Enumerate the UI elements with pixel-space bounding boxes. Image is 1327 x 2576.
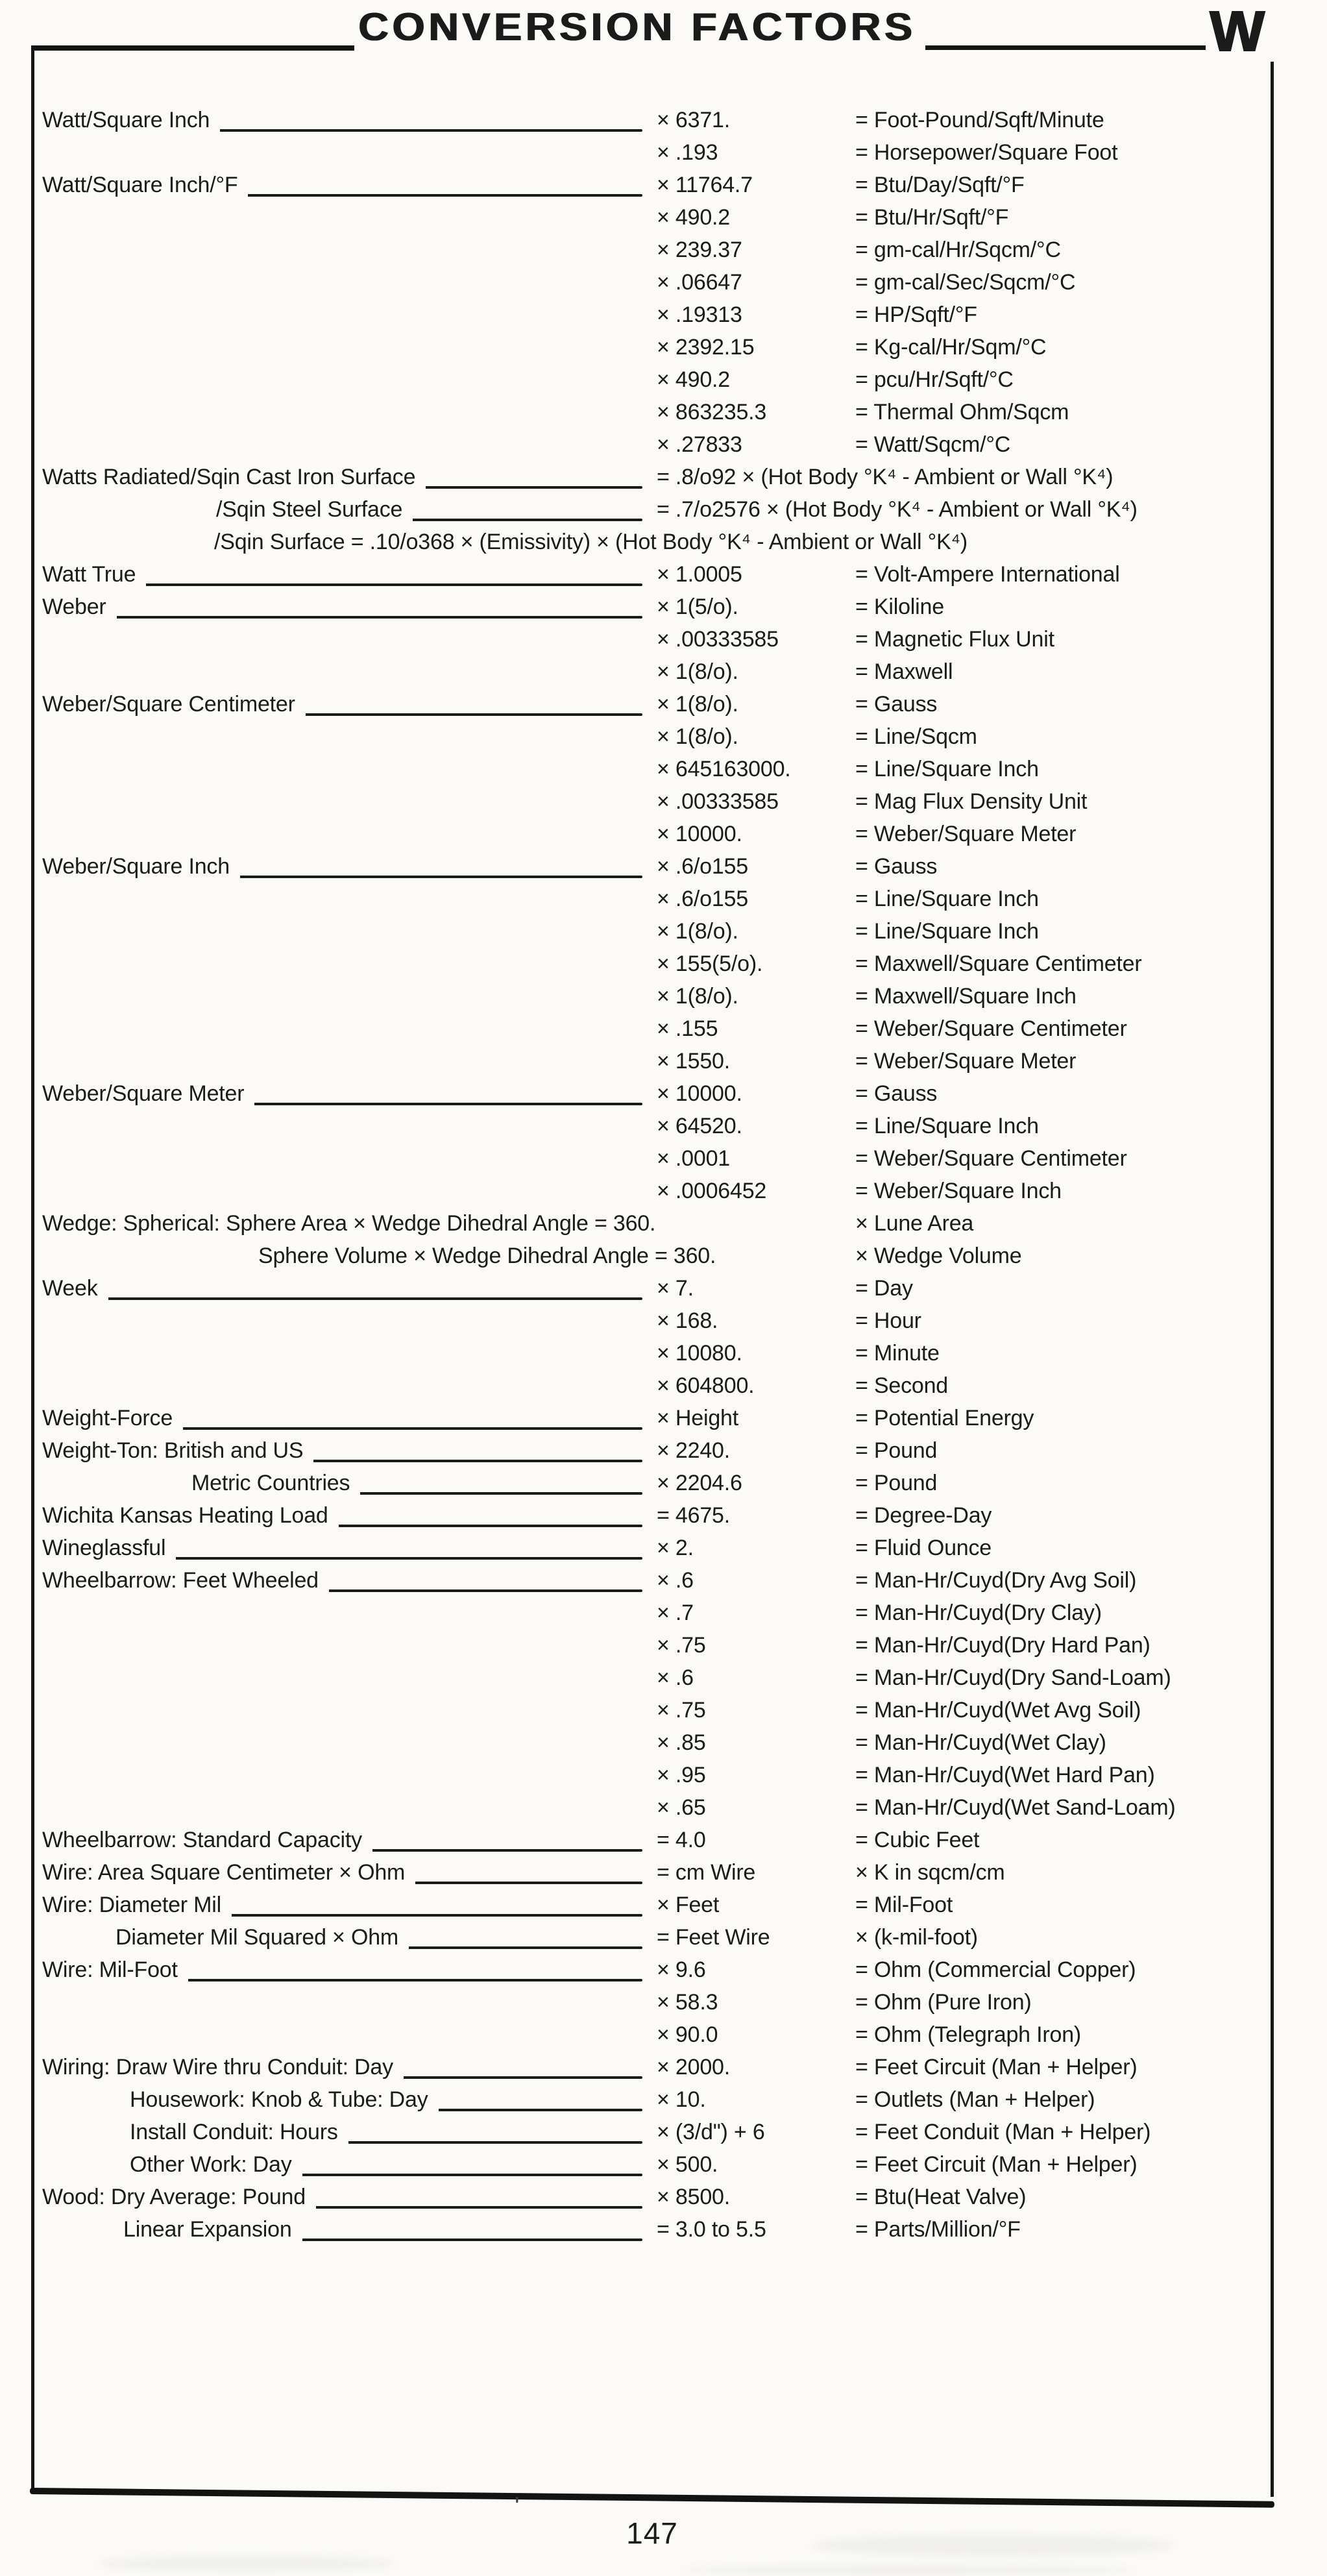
title-rule-right bbox=[925, 45, 1206, 50]
conversion-row bbox=[0, 656, 1327, 688]
result-value: = Weber/Square Inch bbox=[855, 1179, 1062, 1203]
factor-value: × .85 bbox=[657, 1730, 706, 1755]
result-value: = gm-cal/Sec/Sqcm/°C bbox=[855, 270, 1076, 295]
conversion-row bbox=[0, 526, 1327, 558]
conversion-row bbox=[0, 1272, 1327, 1305]
content-box-border-bottom bbox=[30, 2488, 1274, 2508]
factor-value: × 1(8/o). bbox=[657, 659, 738, 684]
factor-value: × 168. bbox=[657, 1308, 718, 1333]
factor-value: × .00333585 bbox=[657, 789, 779, 814]
result-value: = Weber/Square Meter bbox=[855, 822, 1077, 846]
conversion-row bbox=[0, 1012, 1327, 1045]
result-value: = Second bbox=[855, 1373, 949, 1398]
conversion-row bbox=[0, 1726, 1327, 1759]
result-value: = Maxwell/Square Inch bbox=[855, 984, 1077, 1009]
result-value: × K in sqcm/cm bbox=[855, 1860, 1005, 1885]
scan-smudge bbox=[681, 2565, 1136, 2575]
conversion-row bbox=[0, 1597, 1327, 1629]
factor-value: × .6/o155 bbox=[657, 854, 748, 879]
row-label: Wire: Mil-Foot bbox=[42, 1954, 188, 1986]
factor-value: × 10. bbox=[657, 2087, 706, 2112]
result-value: = Gauss bbox=[855, 1081, 938, 1106]
scan-tick-mark: ' bbox=[515, 2492, 520, 2521]
conversion-row bbox=[0, 850, 1327, 883]
conversion-row bbox=[0, 201, 1327, 234]
result-value: = Parts/Million/°F bbox=[855, 2217, 1021, 2242]
result-value: = Outlets (Man + Helper) bbox=[855, 2087, 1095, 2112]
factor-value: × 9.6 bbox=[657, 1957, 706, 1982]
row-label: Diameter Mil Squared × Ohm bbox=[116, 1921, 409, 1954]
row-label: Wheelbarrow: Feet Wheeled bbox=[42, 1564, 329, 1597]
conversion-row bbox=[0, 1564, 1327, 1597]
factor-value: × 11764.7 bbox=[657, 173, 753, 197]
result-value: = Btu/Hr/Sqft/°F bbox=[855, 205, 1009, 230]
conversion-row bbox=[0, 234, 1327, 266]
result-value: = Line/Square Inch bbox=[855, 1114, 1039, 1138]
conversion-row bbox=[0, 1856, 1327, 1889]
result-value: = Man-Hr/Cuyd(Dry Avg Soil) bbox=[855, 1568, 1137, 1593]
result-value: × Lune Area bbox=[855, 1211, 974, 1236]
factor-value: × .27833 bbox=[657, 432, 742, 457]
row-label: Wire: Diameter Mil bbox=[42, 1889, 232, 1921]
result-value: = gm-cal/Hr/Sqcm/°C bbox=[855, 238, 1061, 262]
conversion-row bbox=[0, 461, 1327, 493]
conversion-row bbox=[0, 2148, 1327, 2181]
factor-value: × .00333585 bbox=[657, 627, 779, 652]
factor-value: × 1(5/o). bbox=[657, 595, 738, 619]
conversion-row bbox=[0, 591, 1327, 623]
conversion-row bbox=[0, 104, 1327, 136]
row-label: Wineglassful bbox=[42, 1532, 176, 1564]
conversion-row bbox=[0, 915, 1327, 948]
result-value: = Pound bbox=[855, 1438, 938, 1463]
factor-value: × .6 bbox=[657, 1665, 694, 1690]
factor-value: × 2240. bbox=[657, 1438, 730, 1463]
factor-value: × .0006452 bbox=[657, 1179, 767, 1203]
conversion-row bbox=[0, 1207, 1327, 1240]
conversion-row bbox=[0, 1305, 1327, 1337]
conversion-row bbox=[0, 363, 1327, 396]
result-value: = Man-Hr/Cuyd(Wet Clay) bbox=[855, 1730, 1106, 1755]
factor-value: × 6371. bbox=[657, 108, 730, 132]
result-value: = pcu/Hr/Sqft/°C bbox=[855, 367, 1014, 392]
factor-value: × 2392.15 bbox=[657, 335, 755, 360]
row-label: Watt/Square Inch/°F bbox=[42, 169, 248, 201]
conversion-row bbox=[0, 299, 1327, 331]
factor-value: × 10080. bbox=[657, 1341, 742, 1366]
conversion-row bbox=[0, 883, 1327, 915]
result-value: = HP/Sqft/°F bbox=[855, 302, 977, 327]
factor-value: × .155 bbox=[657, 1016, 718, 1041]
conversion-row bbox=[0, 1499, 1327, 1532]
page-number: 147 bbox=[626, 2516, 678, 2550]
conversion-row bbox=[0, 2051, 1327, 2083]
result-value: = Btu/Day/Sqft/°F bbox=[855, 173, 1025, 197]
row-label: Install Conduit: Hours bbox=[130, 2116, 348, 2148]
result-value: = Magnetic Flux Unit bbox=[855, 627, 1054, 652]
factor-value: × Feet bbox=[657, 1893, 720, 1917]
conversion-row bbox=[0, 948, 1327, 980]
row-label: Watt True bbox=[42, 558, 146, 591]
factor-value: × .75 bbox=[657, 1698, 706, 1723]
factor-value: × 155(5/o). bbox=[657, 951, 763, 976]
result-value: = Man-Hr/Cuyd(Wet Avg Soil) bbox=[855, 1698, 1141, 1723]
conversion-row bbox=[0, 1694, 1327, 1726]
result-value: = Feet Conduit (Man + Helper) bbox=[855, 2120, 1151, 2144]
result-value: = Man-Hr/Cuyd(Dry Clay) bbox=[855, 1601, 1102, 1625]
row-label: Wedge: Spherical: Sphere Area × Wedge Dihedral Angle = 360. bbox=[42, 1207, 666, 1240]
factor-value: × 1(8/o). bbox=[657, 919, 738, 944]
conversion-row bbox=[0, 818, 1327, 850]
row-label: /Sqin Steel Surface bbox=[216, 493, 413, 526]
conversion-row bbox=[0, 2083, 1327, 2116]
result-value: = Gauss bbox=[855, 692, 938, 717]
result-value: = Man-Hr/Cuyd(Wet Hard Pan) bbox=[855, 1763, 1155, 1787]
result-value: = Cubic Feet bbox=[855, 1828, 980, 1852]
result-value: = Weber/Square Centimeter bbox=[855, 1146, 1127, 1171]
conversion-row bbox=[0, 1369, 1327, 1402]
result-value: = Line/Square Inch bbox=[855, 919, 1039, 944]
factor-value: × .0001 bbox=[657, 1146, 730, 1171]
result-value: = Feet Circuit (Man + Helper) bbox=[855, 2055, 1138, 2079]
conversion-row bbox=[0, 1791, 1327, 1824]
conversion-row bbox=[0, 2018, 1327, 2051]
result-value: = Watt/Sqcm/°C bbox=[855, 432, 1011, 457]
factor-value: × .06647 bbox=[657, 270, 742, 295]
factor-value: × 1(8/o). bbox=[657, 692, 738, 717]
conversion-row bbox=[0, 2213, 1327, 2246]
result-value: = Thermal Ohm/Sqcm bbox=[855, 400, 1069, 424]
row-label: Weight-Ton: British and US bbox=[42, 1434, 313, 1467]
row-label: Wire: Area Square Centimeter × Ohm bbox=[42, 1856, 415, 1889]
row-label: Watts Radiated/Sqin Cast Iron Surface bbox=[42, 461, 426, 493]
conversion-row bbox=[0, 1045, 1327, 1077]
factor-value: × 90.0 bbox=[657, 2022, 718, 2047]
factor-value: × .6 bbox=[657, 1568, 694, 1593]
conversion-row bbox=[0, 169, 1327, 201]
factor-value: × 604800. bbox=[657, 1373, 755, 1398]
result-value: = Btu(Heat Valve) bbox=[855, 2185, 1027, 2209]
conversion-row bbox=[0, 1240, 1327, 1272]
result-value: = Potential Energy bbox=[855, 1406, 1034, 1430]
title-rule-left bbox=[31, 45, 354, 51]
equation-value: = .7/o2576 × (Hot Body °K⁴ - Ambient or Wall °K⁴) bbox=[657, 497, 1138, 522]
conversion-row bbox=[0, 688, 1327, 720]
factor-value: × 645163000. bbox=[657, 757, 791, 781]
result-value: = Minute bbox=[855, 1341, 940, 1366]
row-label: Housework: Knob & Tube: Day bbox=[130, 2083, 439, 2116]
row-label: Weber/Square Centimeter bbox=[42, 688, 306, 720]
conversion-row bbox=[0, 1532, 1327, 1564]
row-label: Weight-Force bbox=[42, 1402, 183, 1434]
factor-value: × 64520. bbox=[657, 1114, 742, 1138]
result-value: = Horsepower/Square Foot bbox=[855, 140, 1118, 165]
factor-value: × 490.2 bbox=[657, 205, 730, 230]
row-label: Weber/Square Inch bbox=[42, 850, 240, 883]
result-value: = Line/Square Inch bbox=[855, 887, 1039, 911]
result-value: = Kg-cal/Hr/Sqm/°C bbox=[855, 335, 1047, 360]
factor-value: × .19313 bbox=[657, 302, 742, 327]
factor-value: = 4675. bbox=[657, 1503, 730, 1528]
factor-value: × .75 bbox=[657, 1633, 706, 1658]
result-value: = Weber/Square Meter bbox=[855, 1049, 1077, 1073]
result-value: = Volt-Ampere International bbox=[855, 562, 1120, 587]
result-value: = Kiloline bbox=[855, 595, 944, 619]
result-value: = Line/Square Inch bbox=[855, 757, 1039, 781]
factor-value: × .7 bbox=[657, 1601, 694, 1625]
conversion-row bbox=[0, 1889, 1327, 1921]
row-label: Other Work: Day bbox=[130, 2148, 302, 2181]
scan-smudge bbox=[97, 2556, 396, 2571]
result-value: = Ohm (Pure Iron) bbox=[855, 1990, 1032, 2015]
row-label: Wiring: Draw Wire thru Conduit: Day bbox=[42, 2051, 404, 2083]
result-value: = Feet Circuit (Man + Helper) bbox=[855, 2152, 1138, 2177]
leader-line bbox=[42, 616, 642, 619]
result-value: = Line/Sqcm bbox=[855, 724, 977, 749]
result-value: = Ohm (Telegraph Iron) bbox=[855, 2022, 1082, 2047]
conversion-row bbox=[0, 1467, 1327, 1499]
conversion-row bbox=[0, 1986, 1327, 2018]
factor-value: × (3/d") + 6 bbox=[657, 2120, 765, 2144]
factor-value: = cm Wire bbox=[657, 1860, 756, 1885]
result-value: = Day bbox=[855, 1276, 913, 1301]
conversion-row bbox=[0, 2181, 1327, 2213]
row-label: Week bbox=[42, 1272, 108, 1305]
conversion-row bbox=[0, 1759, 1327, 1791]
conversion-row bbox=[0, 623, 1327, 656]
conversion-row bbox=[0, 785, 1327, 818]
factor-value: × 1(8/o). bbox=[657, 724, 738, 749]
factor-value: × 863235.3 bbox=[657, 400, 767, 424]
result-value: × (k-mil-foot) bbox=[855, 1925, 978, 1950]
factor-value: × .193 bbox=[657, 140, 718, 165]
conversion-row bbox=[0, 1175, 1327, 1207]
row-label: Weber bbox=[42, 591, 117, 623]
row-label: Watt/Square Inch bbox=[42, 104, 220, 136]
result-value: = Hour bbox=[855, 1308, 921, 1333]
conversion-row bbox=[0, 1337, 1327, 1369]
conversion-row bbox=[0, 1402, 1327, 1434]
conversion-row bbox=[0, 1434, 1327, 1467]
factor-value: × 490.2 bbox=[657, 367, 730, 392]
row-label: Wheelbarrow: Standard Capacity bbox=[42, 1824, 372, 1856]
conversion-row bbox=[0, 720, 1327, 753]
row-label: Wood: Dry Average: Pound bbox=[42, 2181, 316, 2213]
row-label: /Sqin Surface = .10/o368 × (Emissivity) × (Hot Body °K⁴ - Ambient or Wall °K⁴) bbox=[214, 526, 978, 558]
conversion-row bbox=[0, 266, 1327, 299]
factor-value: × 8500. bbox=[657, 2185, 730, 2209]
page-title: CONVERSION FACTORS bbox=[358, 5, 916, 49]
result-value: × Wedge Volume bbox=[855, 1244, 1022, 1268]
result-value: = Man-Hr/Cuyd(Dry Sand-Loam) bbox=[855, 1665, 1171, 1690]
conversion-row bbox=[0, 136, 1327, 169]
row-label: Metric Countries bbox=[191, 1467, 360, 1499]
factor-value: × 10000. bbox=[657, 822, 742, 846]
result-value: = Maxwell bbox=[855, 659, 953, 684]
conversion-row bbox=[0, 1824, 1327, 1856]
row-label: Sphere Volume × Wedge Dihedral Angle = 360. bbox=[258, 1240, 726, 1272]
conversion-row bbox=[0, 2116, 1327, 2148]
conversion-row bbox=[0, 558, 1327, 591]
conversion-row bbox=[0, 396, 1327, 428]
factor-value: × .6/o155 bbox=[657, 887, 748, 911]
result-value: = Fluid Ounce bbox=[855, 1536, 992, 1560]
factor-value: × 2204.6 bbox=[657, 1471, 742, 1495]
conversion-row bbox=[0, 331, 1327, 363]
conversion-row bbox=[0, 1954, 1327, 1986]
factor-value: × 7. bbox=[657, 1276, 694, 1301]
conversion-row bbox=[0, 1110, 1327, 1142]
conversion-row bbox=[0, 1077, 1327, 1110]
conversion-row bbox=[0, 493, 1327, 526]
result-value: = Maxwell/Square Centimeter bbox=[855, 951, 1142, 976]
factor-value: × .95 bbox=[657, 1763, 706, 1787]
factor-value: × 2. bbox=[657, 1536, 694, 1560]
conversion-row bbox=[0, 980, 1327, 1012]
conversion-row bbox=[0, 428, 1327, 461]
leader-line bbox=[42, 1297, 642, 1300]
section-letter: W bbox=[1210, 0, 1265, 64]
conversion-row bbox=[0, 1142, 1327, 1175]
factor-value: × 239.37 bbox=[657, 238, 742, 262]
result-value: = Mil-Foot bbox=[855, 1893, 953, 1917]
factor-value: × 2000. bbox=[657, 2055, 730, 2079]
result-value: = Mag Flux Density Unit bbox=[855, 789, 1088, 814]
equation-value: = .8/o92 × (Hot Body °K⁴ - Ambient or Wall °K⁴) bbox=[657, 465, 1114, 489]
conversion-row bbox=[0, 1662, 1327, 1694]
row-label: Linear Expansion bbox=[123, 2213, 302, 2246]
factor-value: × 58.3 bbox=[657, 1990, 718, 2015]
conversion-row bbox=[0, 1921, 1327, 1954]
conversion-row bbox=[0, 753, 1327, 785]
factor-value: × 500. bbox=[657, 2152, 718, 2177]
factor-value: × Height bbox=[657, 1406, 738, 1430]
result-value: = Gauss bbox=[855, 854, 938, 879]
factor-value: = 4.0 bbox=[657, 1828, 706, 1852]
result-value: = Weber/Square Centimeter bbox=[855, 1016, 1127, 1041]
result-value: = Degree-Day bbox=[855, 1503, 992, 1528]
result-value: = Man-Hr/Cuyd(Wet Sand-Loam) bbox=[855, 1795, 1176, 1820]
factor-value: = Feet Wire bbox=[657, 1925, 770, 1950]
factor-value: = 3.0 to 5.5 bbox=[657, 2217, 766, 2242]
factor-value: × 1(8/o). bbox=[657, 984, 738, 1009]
result-value: = Foot-Pound/Sqft/Minute bbox=[855, 108, 1104, 132]
row-label: Wichita Kansas Heating Load bbox=[42, 1499, 339, 1532]
scan-smudge bbox=[811, 2534, 1175, 2557]
factor-value: × 1.0005 bbox=[657, 562, 742, 587]
conversion-row bbox=[0, 1629, 1327, 1662]
factor-value: × 10000. bbox=[657, 1081, 742, 1106]
factor-value: × 1550. bbox=[657, 1049, 730, 1073]
result-value: = Man-Hr/Cuyd(Dry Hard Pan) bbox=[855, 1633, 1150, 1658]
row-label: Weber/Square Meter bbox=[42, 1077, 254, 1110]
result-value: = Pound bbox=[855, 1471, 938, 1495]
factor-value: × .65 bbox=[657, 1795, 706, 1820]
result-value: = Ohm (Commercial Copper) bbox=[855, 1957, 1136, 1982]
